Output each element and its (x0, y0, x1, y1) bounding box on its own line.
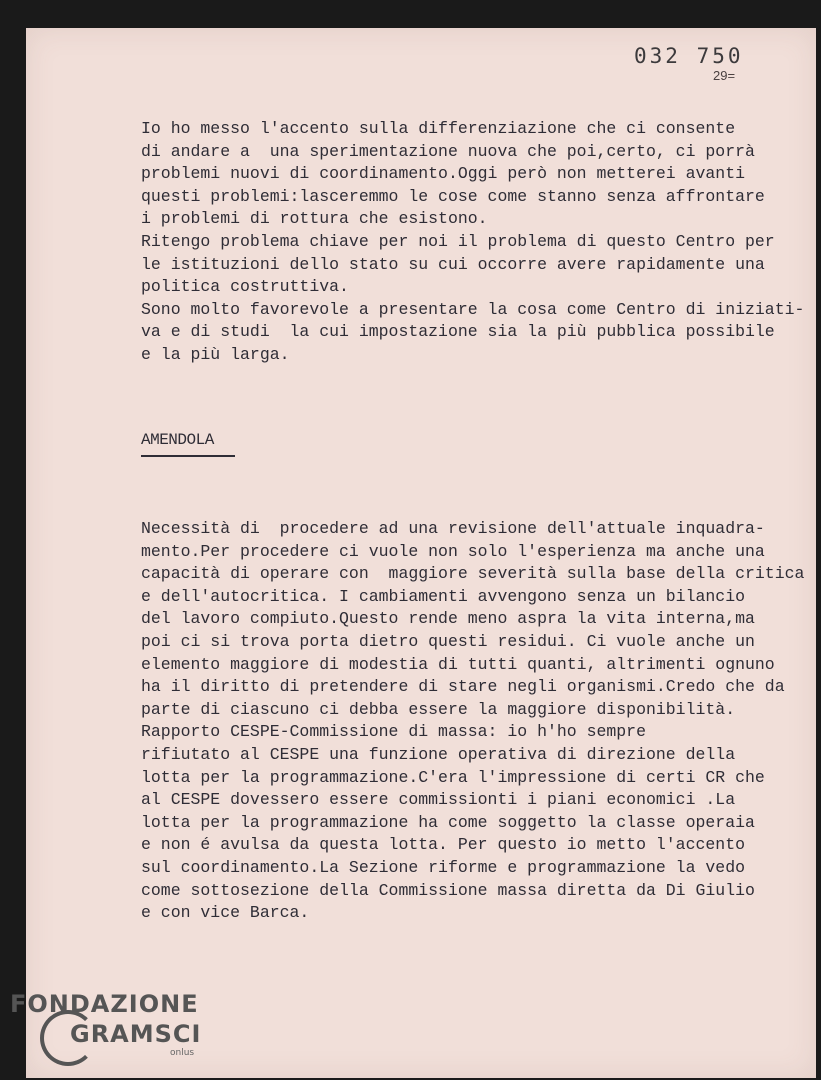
text-line: politica costruttiva. (141, 277, 349, 297)
text-line: Io ho messo l'accento sulla differenziazione che ci consente (141, 119, 736, 138)
watermark-line-2: GRAMSCI (70, 1020, 202, 1048)
text-line: ha il diritto di pretendere di stare negli organismi.Credo che da (141, 677, 785, 697)
text-line: lotta per la programmazione ha come soggetto la classe operaia (141, 812, 755, 832)
text-line: Ritengo problema chiave per noi il problema di questo Centro per (141, 231, 775, 251)
speaker-heading: AMENDOLA (141, 431, 214, 449)
text-line: capacità di operare con maggiore severità sulla base della critica (141, 564, 805, 584)
text-line: come sottosezione della Commissione massa diretta da Di Giulio (141, 880, 755, 900)
watermark-line-1: FONDAZIONE (10, 990, 199, 1018)
text-line: va e di studi la cui impostazione sia la più pubblica possibile (141, 322, 775, 342)
paragraph-1 (141, 118, 804, 367)
paragraph-2 (141, 518, 804, 925)
archive-number: 032 750 (634, 44, 744, 68)
text-line: e con vice Barca. (141, 903, 310, 923)
heading-underline (141, 455, 235, 457)
text-line: Rapporto CESPE-Commissione di massa: io h'ho sempre (141, 722, 646, 742)
text-line: parte di ciascuno ci debba essere la maggiore disponibilità. (141, 699, 736, 719)
text-line: problemi nuovi di coordinamento.Oggi però non metterei avanti (141, 164, 745, 184)
text-line: e non é avulsa da questa lotta. Per questo io metto l'accento (141, 835, 745, 855)
text-line: del lavoro compiuto.Questo rende meno aspra la vita interna,ma (141, 609, 755, 629)
watermark-suffix: onlus (170, 1048, 195, 1058)
text-line: sul coordinamento.La Sezione riforme e programmazione la vedo (141, 857, 745, 877)
text-line: Sono molto favorevole a presentare la cosa come Centro di iniziati- (141, 299, 805, 319)
text-line: i problemi di rottura che esistono. (141, 209, 488, 229)
text-line: al CESPE dovessero essere commissionti i piani economici .La (141, 790, 736, 810)
text-line: e la più larga. (141, 344, 290, 364)
text-line: rifiutato al CESPE una funzione operativa di direzione della (141, 744, 736, 764)
text-line: lotta per la programmazione.C'era l'impressione di certi CR che (141, 767, 765, 787)
text-line: poi ci si trova porta dietro questi residui. Ci vuole anche un (141, 631, 755, 651)
text-line: Necessità di procedere ad una revisione dell'attuale inquadra- (141, 519, 765, 538)
text-line: elemento maggiore di modestia di tutti quanti, altrimenti ognuno (141, 654, 775, 674)
text-line: e dell'autocritica. I cambiamenti avvengono senza un bilancio (141, 586, 745, 606)
watermark (10, 990, 201, 1048)
page-mark: 29= (713, 68, 736, 83)
text-line: le istituzioni dello stato su cui occorre avere rapidamente una (141, 254, 765, 274)
text-line: di andare a una sperimentazione nuova che poi,certo, ci porrà (141, 141, 755, 161)
text-line: questi problemi:lasceremmo le cose come stanno senza affrontare (141, 186, 765, 206)
text-line: mento.Per procedere ci vuole non solo l'esperienza ma anche una (141, 541, 765, 561)
